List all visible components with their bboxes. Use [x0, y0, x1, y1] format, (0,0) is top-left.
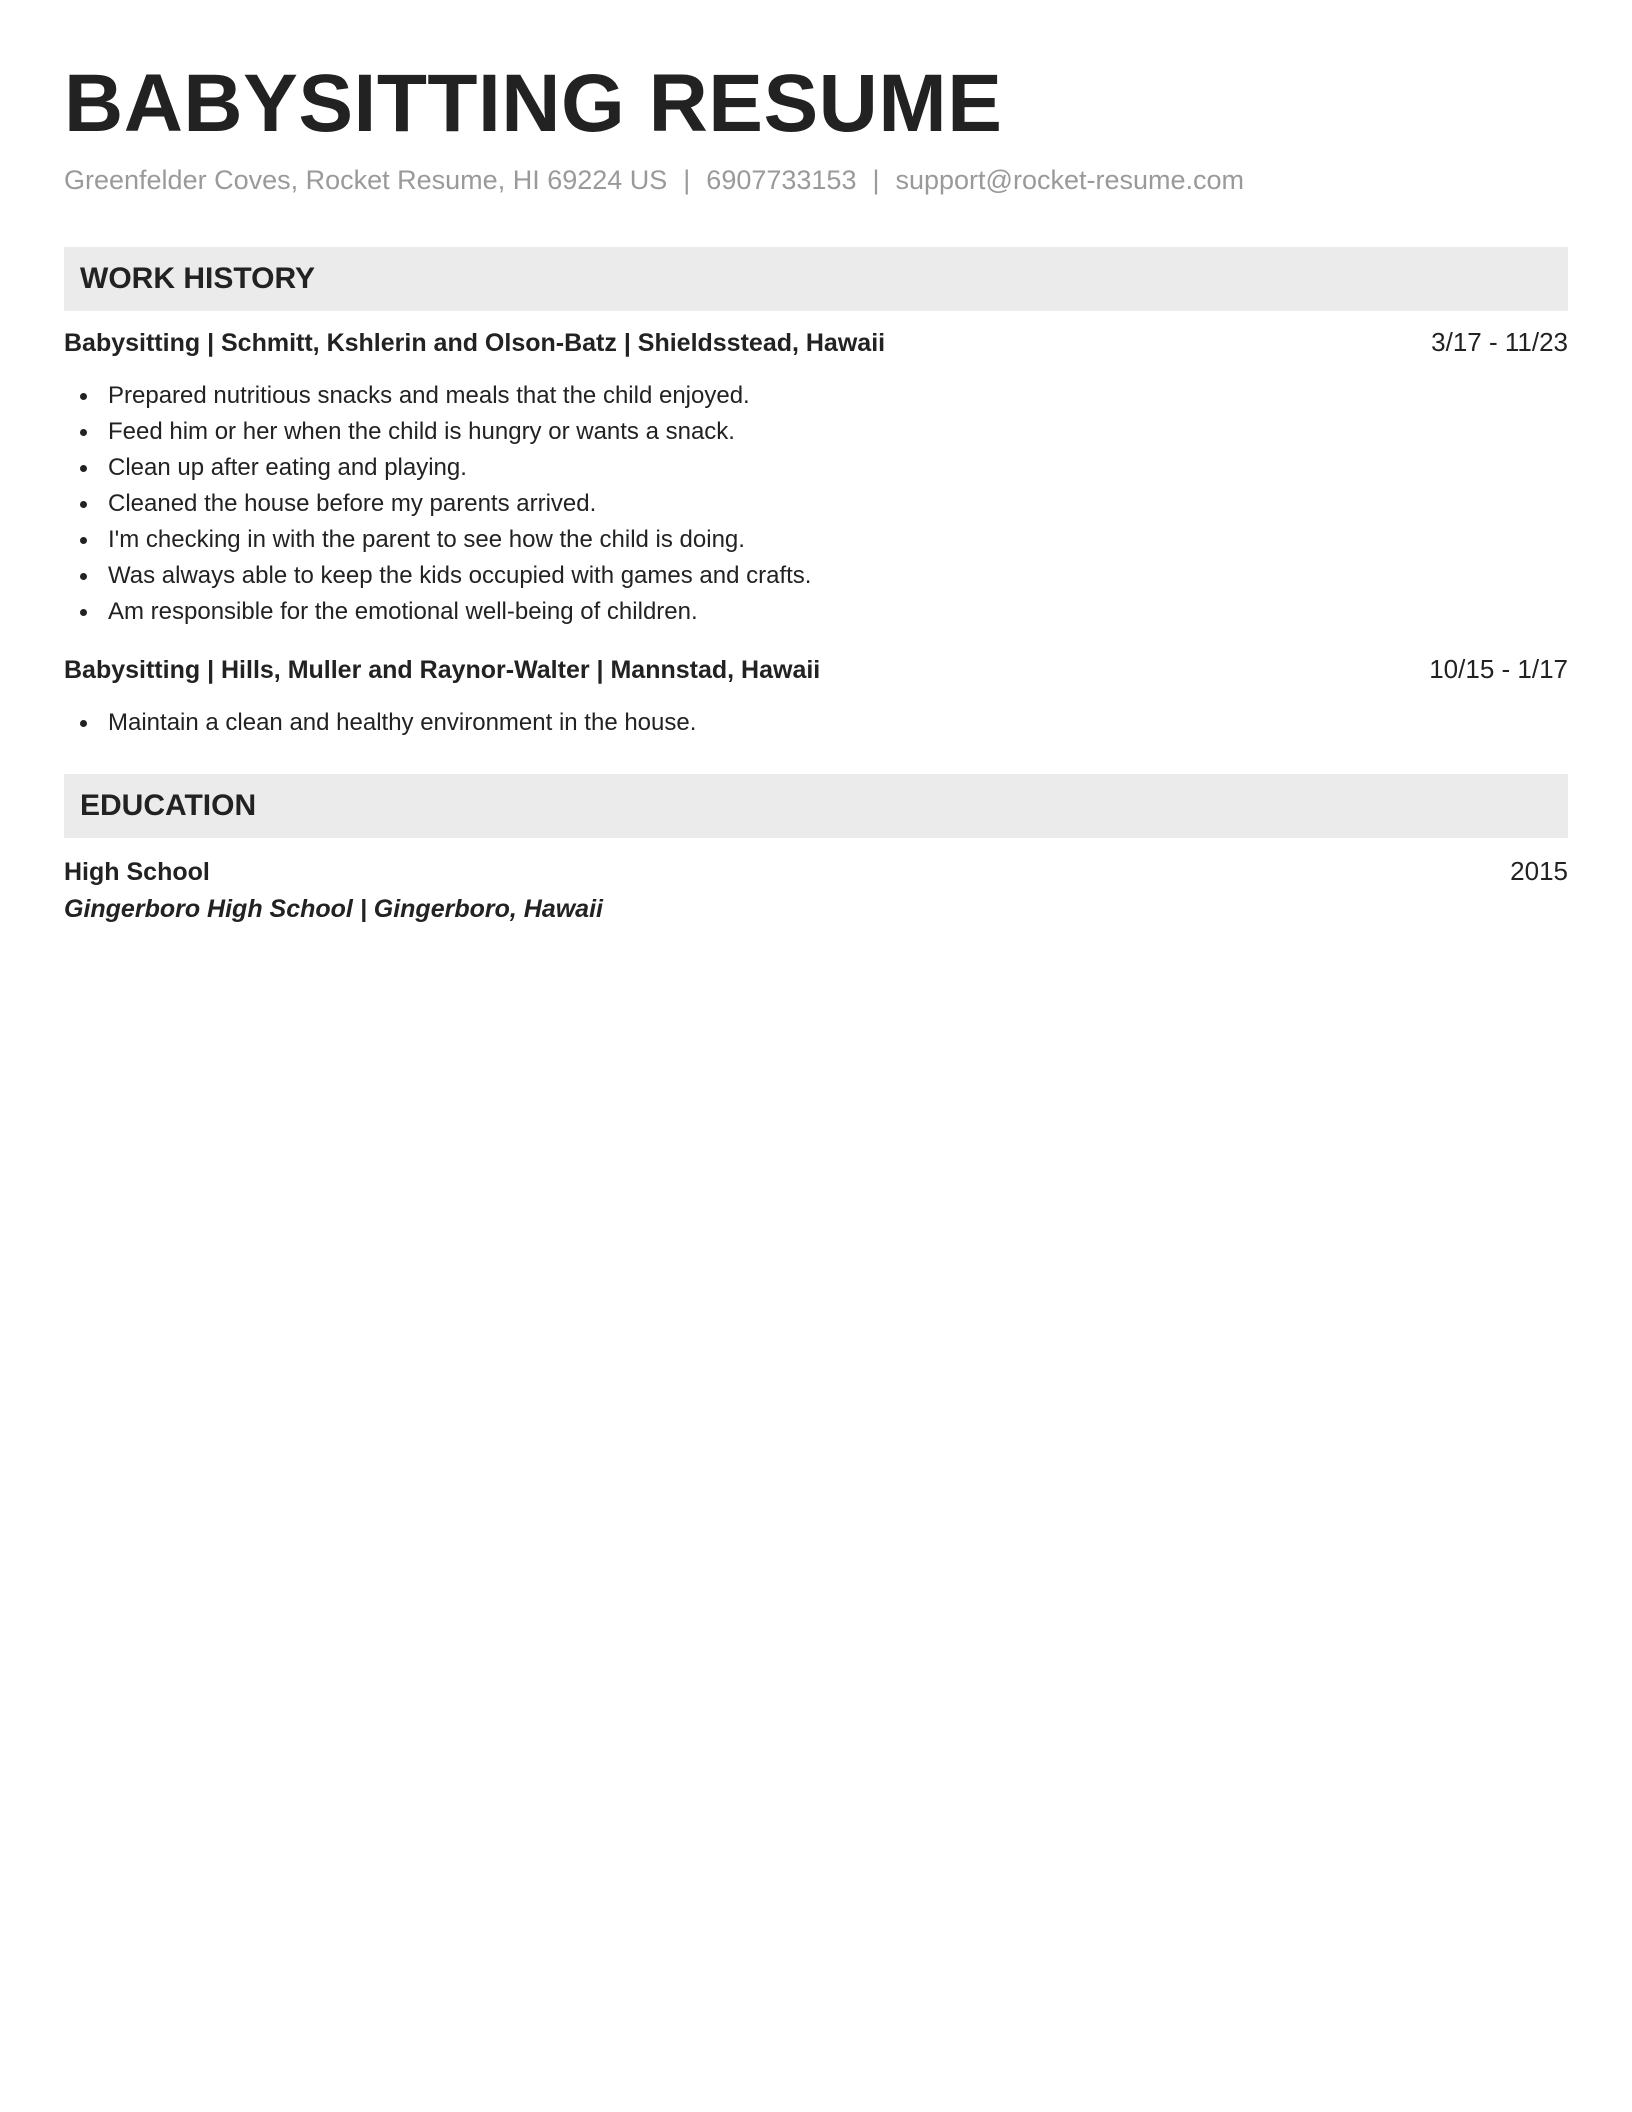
- job-entry: [64, 654, 1568, 741]
- job-bullet: [64, 594, 1568, 630]
- job-bullet-text: Clean up after eating and playing.: [108, 454, 467, 481]
- job-bullet-text: Feed him or her when the child is hungry or wants a snack.: [108, 418, 735, 445]
- contact-address: Greenfelder Coves, Rocket Resume, HI 69224 US: [64, 165, 668, 195]
- job-header-row: [64, 654, 1568, 685]
- contact-separator: |: [683, 165, 691, 195]
- bullet-dot-icon: [80, 573, 87, 580]
- job-heading: Babysitting | Hills, Muller and Raynor-Walter | Mannstad, Hawaii: [64, 656, 821, 684]
- job-bullet: [64, 522, 1568, 558]
- resume-title: BABYSITTING RESUME: [64, 58, 1003, 149]
- job-bullet-text: Cleaned the house before my parents arrived.: [108, 490, 597, 517]
- education-year: 2015: [1510, 856, 1568, 886]
- bullet-dot-icon: [80, 501, 87, 508]
- bullet-dot-icon: [80, 537, 87, 544]
- education-school: Gingerboro High School | Gingerboro, Hawaii: [64, 895, 603, 923]
- contact-separator: |: [872, 165, 880, 195]
- bullet-dot-icon: [80, 429, 87, 436]
- job-bullet-text: Prepared nutritious snacks and meals that the child enjoyed.: [108, 382, 750, 409]
- education-entry: [64, 856, 1568, 924]
- job-bullet-text: I'm checking in with the parent to see how the child is doing.: [108, 526, 745, 553]
- job-bullet: [64, 486, 1568, 522]
- job-bullet: [64, 414, 1568, 450]
- bullet-dot-icon: [80, 393, 87, 400]
- bullet-dot-icon: [80, 465, 87, 472]
- job-bullet-text: Am responsible for the emotional well-being of children.: [108, 598, 698, 625]
- contact-email: support@rocket-resume.com: [895, 165, 1245, 195]
- job-header-row: [64, 327, 1568, 358]
- contact-phone: 6907733153: [706, 165, 857, 195]
- education-header-row: [64, 856, 1568, 887]
- contact-line: [64, 162, 1568, 198]
- education-degree: High School: [64, 858, 210, 886]
- job-bullet: [64, 450, 1568, 486]
- job-bullet-list: [64, 378, 1568, 630]
- job-bullet: [64, 558, 1568, 594]
- job-bullet-list: [64, 705, 1568, 741]
- job-heading: Babysitting | Schmitt, Kshlerin and Olson-Batz | Shieldsstead, Hawaii: [64, 329, 886, 357]
- bullet-dot-icon: [80, 609, 87, 616]
- job-bullet-text: Maintain a clean and healthy environment in the house.: [108, 709, 697, 736]
- bullet-dot-icon: [80, 720, 87, 727]
- job-dates: 3/17 - 11/23: [1431, 327, 1568, 357]
- work-history-heading: WORK HISTORY: [64, 247, 1568, 311]
- job-bullet: [64, 705, 1568, 741]
- job-entry: [64, 327, 1568, 630]
- job-bullet: [64, 378, 1568, 414]
- job-bullet-text: Was always able to keep the kids occupied with games and crafts.: [108, 562, 812, 589]
- job-dates: 10/15 - 1/17: [1429, 654, 1568, 684]
- education-heading: EDUCATION: [64, 774, 1568, 838]
